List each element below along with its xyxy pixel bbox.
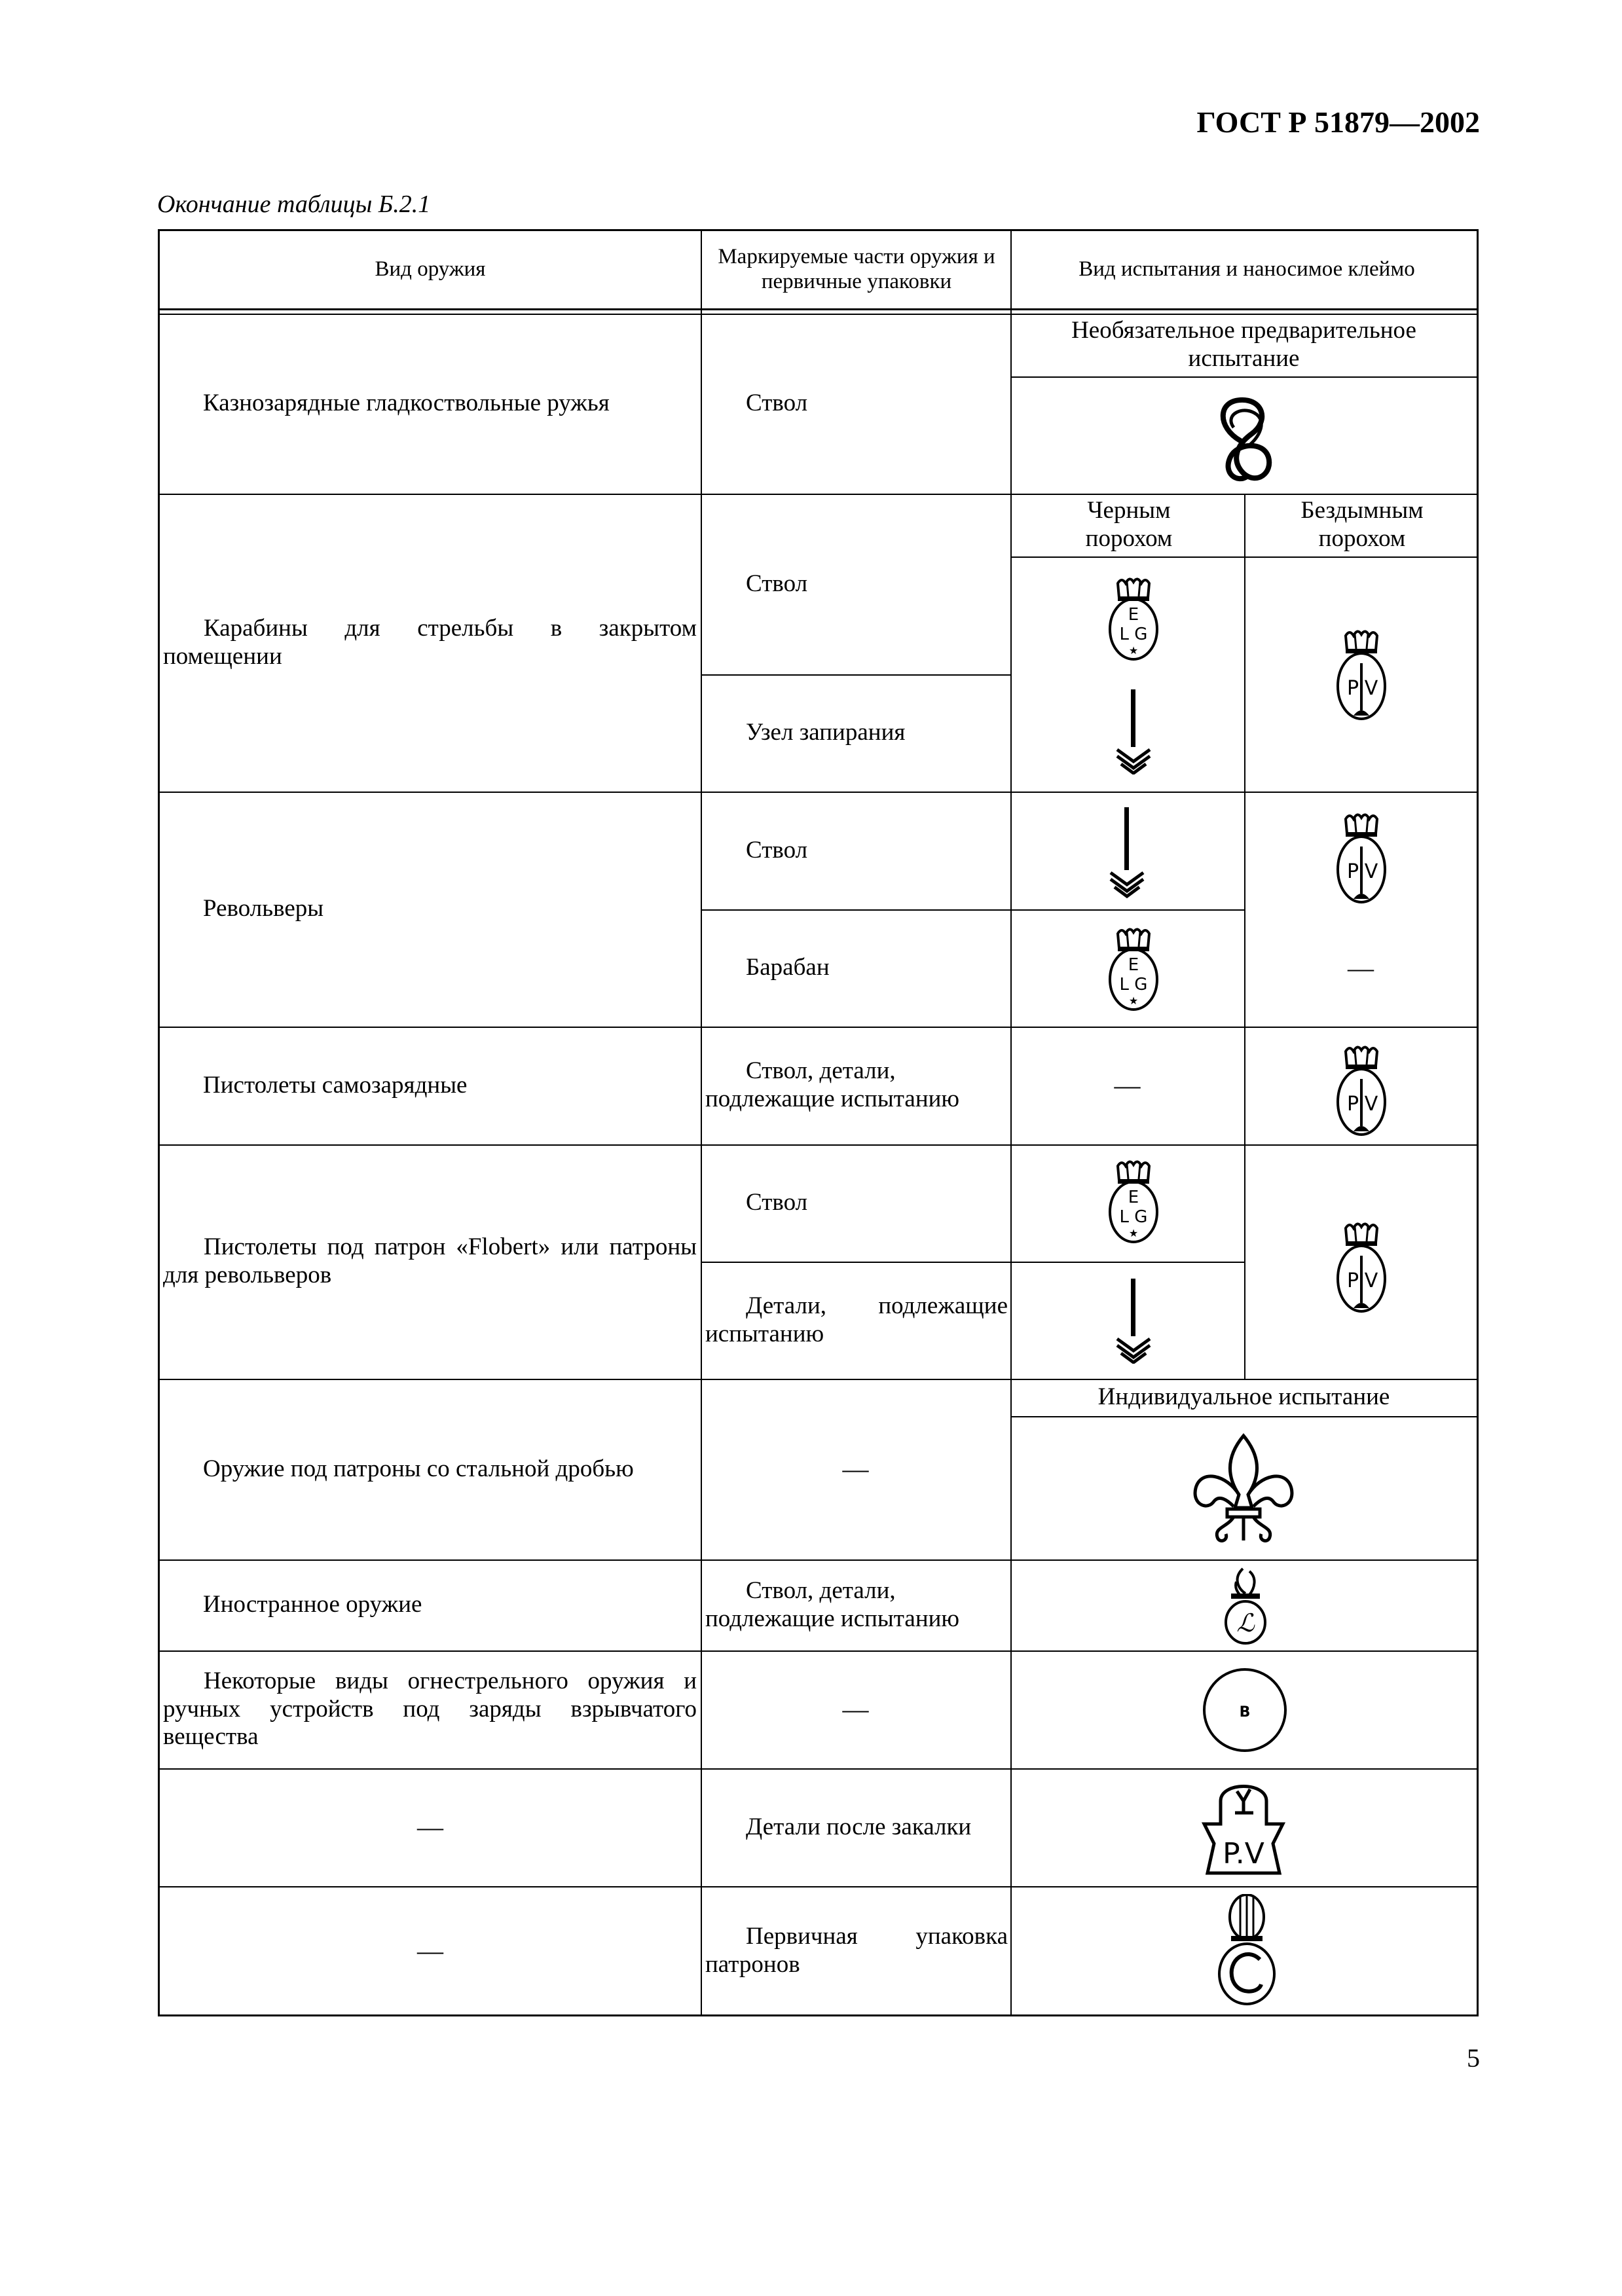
row-steelshot-part: — bbox=[842, 1454, 869, 1484]
svg-text:E: E bbox=[1128, 955, 1139, 975]
row-packaging-part: Первичная упаковка патронов bbox=[705, 1922, 1008, 1978]
row-revolvers-part2: Барабан bbox=[746, 954, 830, 981]
header-weapon: Вид оружия bbox=[375, 257, 486, 282]
row-foreign-part: Ствол, детали, подлежащие испытанию bbox=[705, 1576, 960, 1632]
c-crown-stamp-icon bbox=[1214, 1894, 1280, 2012]
svg-text:ℒ: ℒ bbox=[1236, 1609, 1255, 1637]
stamps-table bbox=[158, 229, 1479, 2016]
row-explosive-weapon: Некоторые виды огнестрельного оружия и ручных устройств под заряды взрывчатого вещества bbox=[163, 1667, 697, 1751]
row-hardened-part: Детали после закалки bbox=[746, 1813, 972, 1840]
row-hardened-weapon: — bbox=[417, 1812, 443, 1842]
svg-text:E: E bbox=[1128, 605, 1139, 625]
elg-crown-stamp-icon bbox=[1104, 1154, 1163, 1246]
row-explosive-part: — bbox=[842, 1694, 869, 1724]
svg-text:V: V bbox=[1364, 1093, 1378, 1116]
header-smokeless-powder: Бездымным порохом bbox=[1300, 497, 1424, 552]
svg-text:P: P bbox=[1346, 860, 1359, 883]
row-smoothbore-part: Ствол bbox=[746, 390, 808, 417]
lion-crown-stamp-icon bbox=[1219, 1565, 1272, 1647]
svg-text:★: ★ bbox=[1128, 1227, 1139, 1239]
row-flobert-part2: Детали, подлежащие испытанию bbox=[705, 1292, 1008, 1347]
svg-text:V: V bbox=[1364, 1269, 1378, 1292]
pv-crown-stamp-icon bbox=[1332, 1040, 1391, 1138]
row-carbines-part2: Узел запирания bbox=[746, 719, 906, 746]
pv-crown-stamp-icon bbox=[1332, 624, 1391, 722]
table-caption: Окончание таблицы Б.2.1 bbox=[157, 191, 431, 218]
svg-text:V: V bbox=[1364, 860, 1378, 883]
row-flobert-weapon: Пистолеты под патрон «Flobert» или патроны для револьверов bbox=[163, 1233, 697, 1288]
arrow-stamp-icon bbox=[1111, 689, 1156, 774]
svg-text:L G: L G bbox=[1119, 625, 1148, 644]
row-steelshot-weapon: Оружие под патроны со стальной дробью bbox=[203, 1455, 634, 1482]
row-revolvers-weapon: Револьверы bbox=[203, 895, 324, 922]
pv-shield-stamp-icon bbox=[1194, 1775, 1293, 1880]
svg-text:L G: L G bbox=[1119, 1207, 1148, 1227]
svg-text:★: ★ bbox=[1128, 644, 1139, 657]
arrow-stamp-icon bbox=[1111, 1279, 1156, 1364]
revolvers-smokeless-dash: — bbox=[1348, 953, 1374, 983]
arrow-stamp-icon bbox=[1104, 807, 1150, 899]
svg-text:V: V bbox=[1364, 677, 1378, 700]
circle-b-stamp-icon bbox=[1201, 1666, 1289, 1754]
header-parts: Маркируемые части оружия и первичные упаковки bbox=[718, 245, 995, 293]
pv-crown-stamp-icon bbox=[1332, 807, 1391, 905]
pv-shield-text: P.V bbox=[1223, 1837, 1264, 1870]
row-revolvers-part1: Ствол bbox=[746, 836, 808, 864]
svg-text:L G: L G bbox=[1119, 975, 1148, 994]
row-selfloading-weapon: Пистолеты самозарядные bbox=[203, 1071, 468, 1099]
row-smoothbore-weapon: Казнозарядные гладкоствольные ружья bbox=[203, 390, 610, 417]
row-foreign-weapon: Иностранное оружие bbox=[203, 1591, 422, 1618]
header-black-powder: Черным порохом bbox=[1085, 497, 1173, 552]
svg-text:P: P bbox=[1346, 1093, 1359, 1116]
svg-text:P: P bbox=[1346, 677, 1359, 700]
standard-number: ГОСТ Р 51879—2002 bbox=[1196, 105, 1480, 139]
row-carbines-weapon: Карабины для стрельбы в закрытом помещении bbox=[163, 614, 697, 670]
header-test: Вид испытания и наносимое клеймо bbox=[1078, 257, 1415, 282]
elg-crown-stamp-icon bbox=[1104, 572, 1163, 663]
circle-b-letter: B bbox=[1239, 1704, 1251, 1721]
elg-crown-stamp-icon bbox=[1104, 922, 1163, 1013]
fleur-de-lis-stamp-icon bbox=[1188, 1429, 1299, 1547]
row-smoothbore-test-label: Необязательное предварительное испытание bbox=[1071, 317, 1416, 372]
page-number: 5 bbox=[1467, 2043, 1480, 2073]
row-steelshot-test-label: Индивидуальное испытание bbox=[1097, 1383, 1390, 1411]
row-carbines-part1: Ствол bbox=[746, 570, 808, 597]
pv-crown-stamp-icon bbox=[1332, 1216, 1391, 1315]
row-flobert-part1: Ствол bbox=[746, 1189, 808, 1216]
row-packaging-weapon: — bbox=[417, 1935, 443, 1965]
selfloading-black-dash: — bbox=[1114, 1070, 1141, 1100]
svg-text:E: E bbox=[1128, 1188, 1139, 1207]
svg-text:★: ★ bbox=[1128, 994, 1139, 1007]
interlaced-monogram-stamp-icon bbox=[1211, 388, 1276, 486]
row-selfloading-part: Ствол, детали, подлежащие испытанию bbox=[705, 1057, 960, 1112]
svg-text:P: P bbox=[1346, 1269, 1359, 1292]
